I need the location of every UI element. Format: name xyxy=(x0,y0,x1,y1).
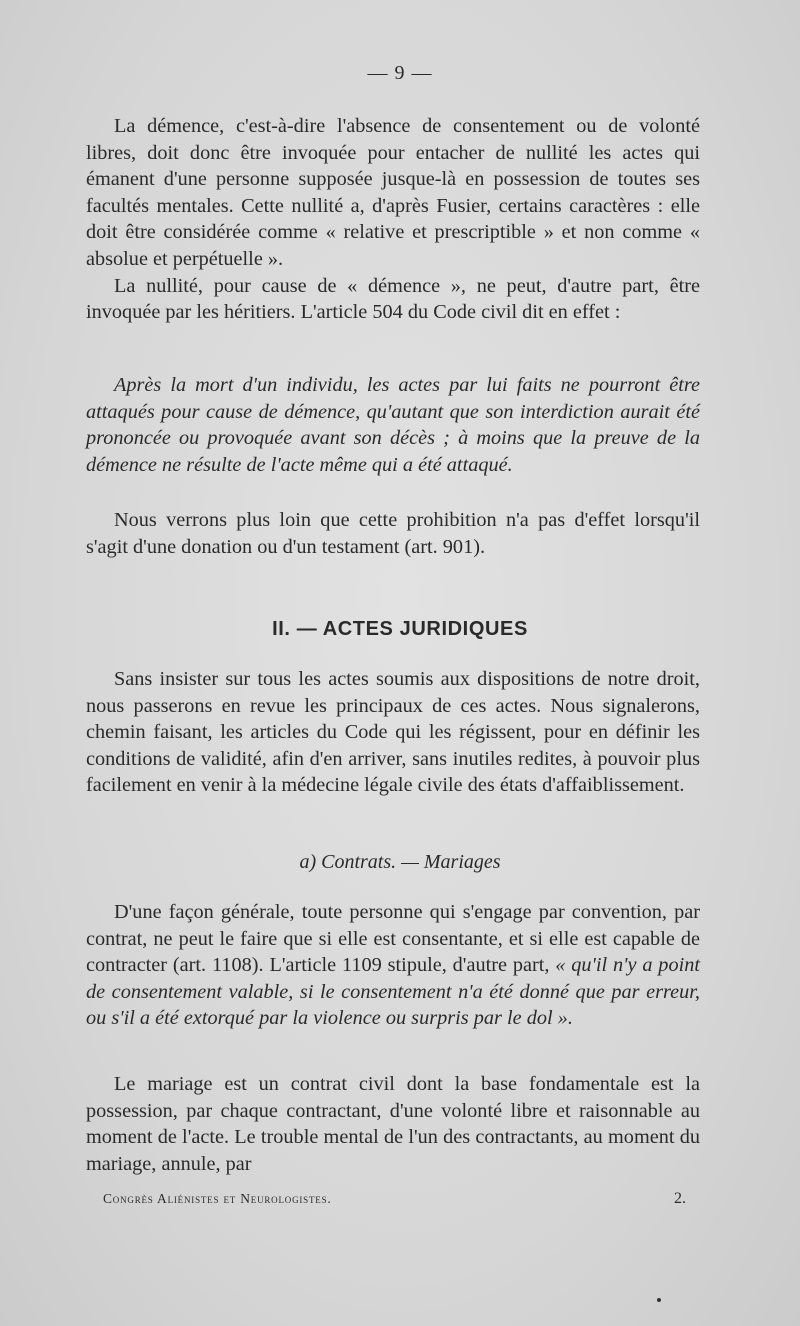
paragraph-6-lead: D'une façon générale, toute personne qui s'engage par convention, par contrat, ne peut le faire que si elle est consentante, et si elle est capable de contracter (art. 1108). L'article 1109 stipule, d'autre part, xyxy=(86,901,700,977)
paragraph-5-block xyxy=(86,666,700,799)
paper-speck xyxy=(657,1298,661,1302)
paragraph-1-block xyxy=(86,113,700,326)
footer-publication: Congrès Aliénistes et Neurologistes. xyxy=(103,1191,332,1206)
paragraph-4: Nous verrons plus loin que cette prohibition n'a pas d'effet lorsqu'il s'agit d'une donation ou d'un testament (art. 901). xyxy=(86,509,700,558)
paragraph-7-block xyxy=(86,1071,700,1177)
subsection-heading: a) Contrats. — Mariages xyxy=(299,851,501,873)
code-quote-block xyxy=(86,372,700,478)
footer-signature-mark: 2. xyxy=(674,1190,686,1207)
paragraph-6 xyxy=(86,899,700,1032)
paragraph-6-quote: « qu'il n'y a point de consentement valable, si le consentement n'a été donné que par erreur, ou s'il a été extorqué par la violence ou surpris par le dol ». xyxy=(86,954,701,1030)
paragraph-4-block xyxy=(86,507,700,560)
paragraph-1: La démence, c'est-à-dire l'absence de consentement ou de volonté libres, doit donc être invoquée pour entacher de nullité les actes qui émanent d'une personne supposée jusque-là en possession de toutes ses facultés mentales. Cette nullité a, d'après Fusier, certains caractères : elle doit être considérée comme « relative et prescriptible » et non comme « absolue et perpétuelle ». xyxy=(86,115,700,270)
code-article-quote: Après la mort d'un individu, les actes par lui faits ne pourront être attaqués pour cause de démence, qu'autant que son interdiction aurait été prononcée ou provoquée avant son décès ; à moins que la preuve de la démence ne résulte de l'acte même qui a été attaqué. xyxy=(86,374,700,476)
paragraph-6-block xyxy=(86,899,700,1032)
paragraph-7: Le mariage est un contrat civil dont la base fondamentale est la possession, par chaque contractant, d'une volonté libre et raisonnable au moment de l'acte. Le trouble mental de l'un des contractants, au moment du mariage, annule, par xyxy=(86,1073,700,1175)
section-heading: II. — ACTES JURIDIQUES xyxy=(272,618,528,640)
page-number: — 9 — xyxy=(367,62,433,84)
paragraph-2: La nullité, pour cause de « démence », ne peut, d'autre part, être invoquée par les héritiers. L'article 504 du Code civil dit en effet : xyxy=(86,274,700,324)
paragraph-5: Sans insister sur tous les actes soumis aux dispositions de notre droit, nous passerons en revue les principaux de ces actes. Nous signalerons, chemin faisant, les articles du Code qui les régissent, pour en définir les conditions de validité, afin d'en arriver, sans inutiles redites, à pouvoir plus facilement en venir à la médecine légale civile des états d'affaiblissement. xyxy=(86,668,700,797)
